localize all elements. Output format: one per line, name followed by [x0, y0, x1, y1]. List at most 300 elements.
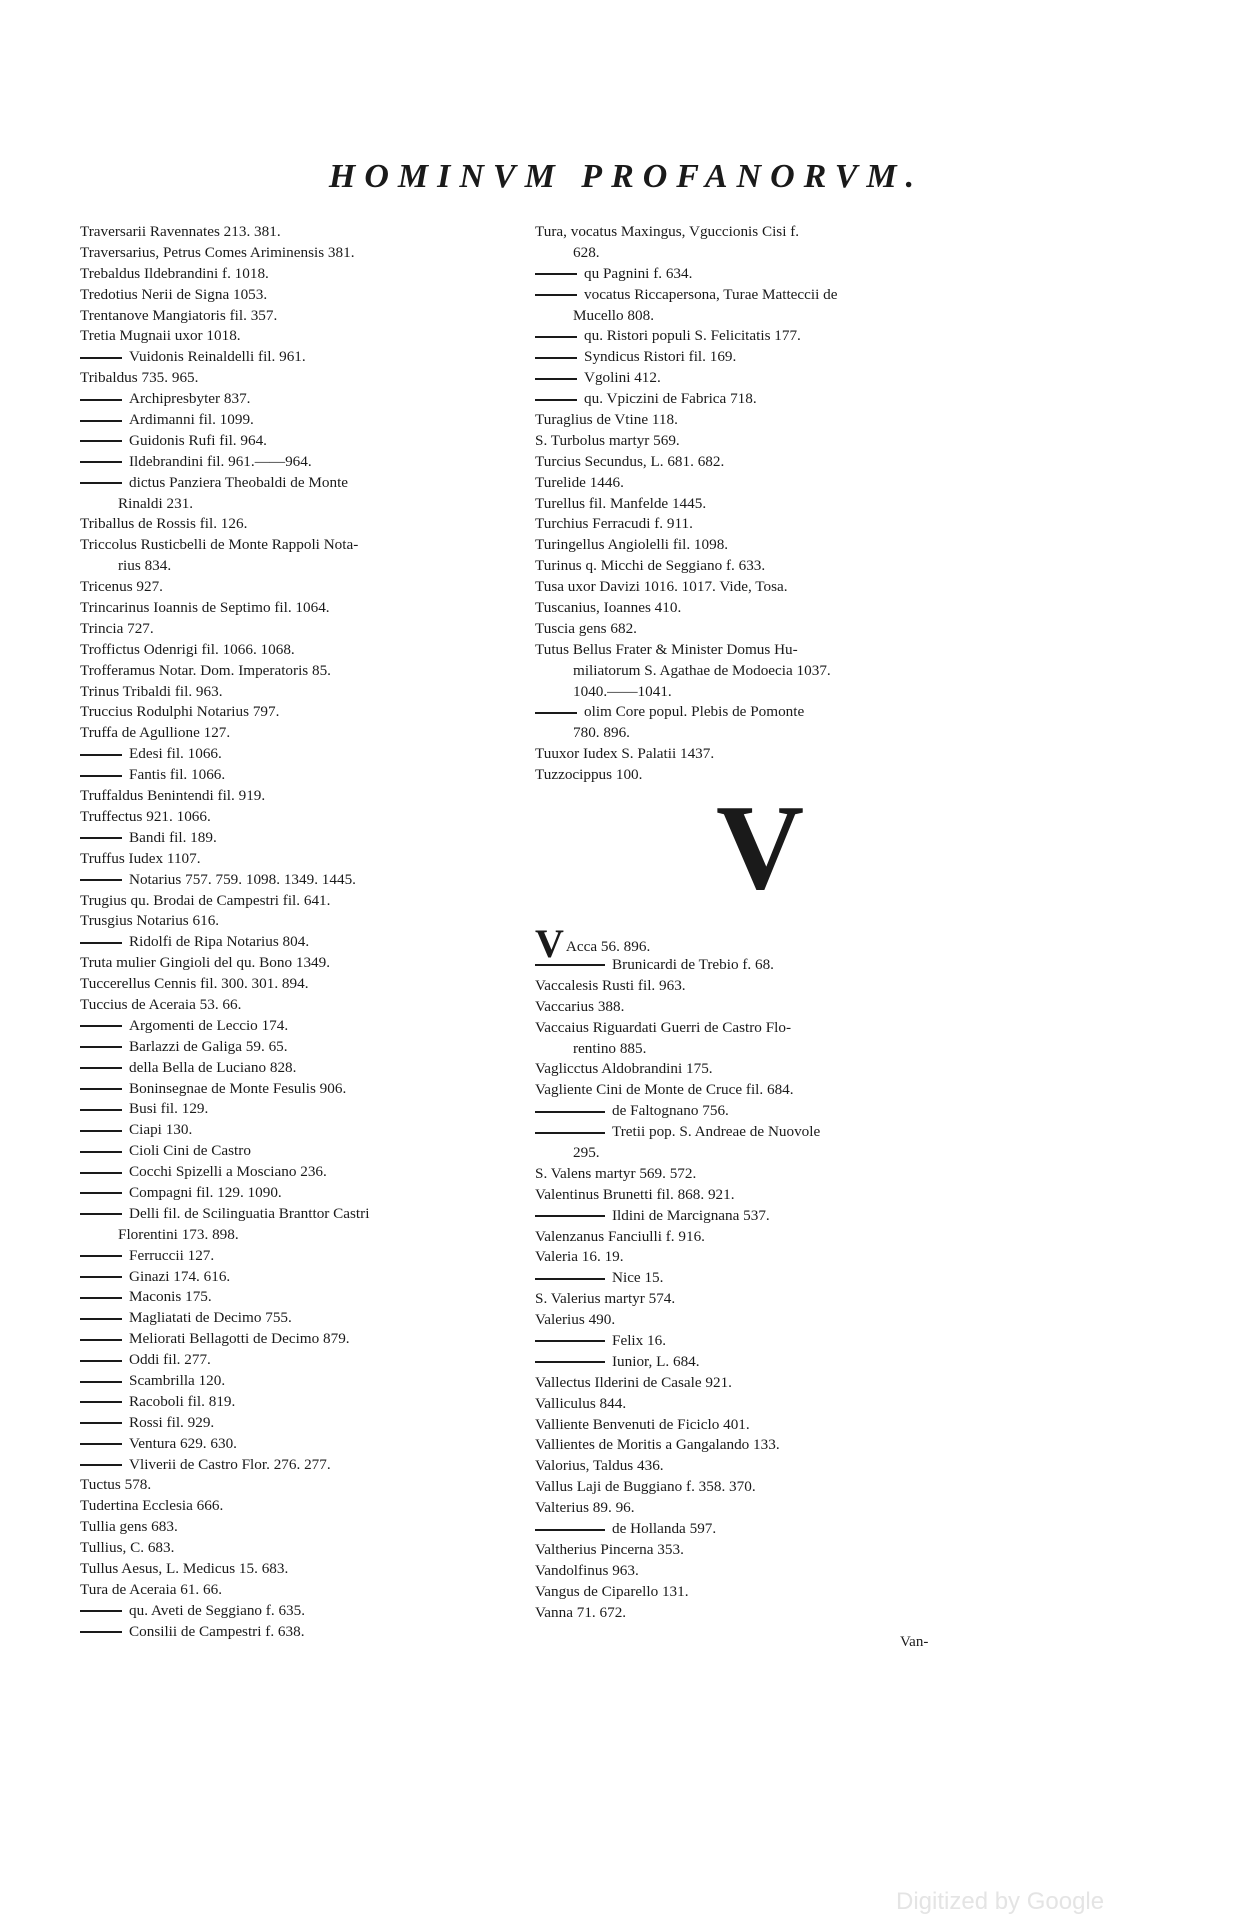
entry-text: Trentanove Mangiatoris fil. 357. [80, 306, 278, 324]
entry-text: Guidonis Rufi fil. 964. [129, 431, 267, 449]
entry-text: S. Valerius martyr 574. [535, 1290, 676, 1308]
ditto-dash [80, 357, 122, 359]
index-entry [80, 702, 535, 723]
entry-text: dictus Panziera Theobaldi de Monte [129, 473, 349, 491]
index-entry [80, 368, 535, 389]
index-entry [80, 1267, 535, 1288]
index-entry [535, 1331, 985, 1352]
ditto-dash [80, 1297, 122, 1299]
index-entry [80, 640, 535, 661]
index-entry [80, 514, 535, 535]
entry-text: Truffectus 921. 1066. [80, 807, 211, 825]
index-entry [80, 285, 535, 306]
index-entry [80, 1329, 535, 1350]
index-entry [80, 1287, 535, 1308]
ditto-dash [80, 1276, 122, 1278]
index-entry [535, 1143, 985, 1164]
index-entry [535, 1582, 985, 1603]
entry-text: S. Turbolus martyr 569. [535, 431, 680, 449]
entry-text: Rinaldi 231. [118, 494, 194, 512]
index-entry [80, 932, 535, 953]
ditto-dash [80, 879, 122, 881]
index-entry [535, 1039, 985, 1060]
index-entry [80, 1580, 535, 1601]
entry-text: Traversarii Ravennates 213. 381. [80, 223, 281, 240]
entry-text: Valliculus 844. [535, 1394, 627, 1412]
entry-text: Iunior, L. 684. [612, 1352, 700, 1370]
entry-text: Tuscia gens 682. [535, 619, 637, 637]
catchword: Van- [900, 1634, 929, 1650]
entry-text: Tribaldus 735. 965. [80, 369, 199, 387]
entry-text: Rossi fil. 929. [129, 1413, 215, 1431]
entry-text: Valentinus Brunetti fil. 868. 921. [535, 1185, 735, 1203]
entry-text: Busi fil. 129. [129, 1100, 209, 1118]
entry-text: Meliorati Bellagotti de Decimo 879. [129, 1330, 350, 1348]
index-entry [80, 1622, 535, 1643]
index-entry [80, 786, 535, 807]
index-entry [535, 368, 985, 389]
entry-text: Truffus Iudex 1107. [80, 849, 201, 867]
entry-text: Vaccaius Riguardati Guerri de Castro Flo- [535, 1018, 792, 1036]
entry-text: de Faltognano 756. [612, 1102, 729, 1120]
entry-text: Ildini de Marcignana 537. [612, 1206, 770, 1224]
entry-text: Mucello 808. [573, 306, 654, 324]
entry-text: Triballus de Rossis fil. 126. [80, 515, 248, 533]
ditto-dash [80, 482, 122, 484]
index-entry [80, 1475, 535, 1496]
index-entry [80, 953, 535, 974]
index-entry [535, 976, 985, 997]
entry-text: Valliente Benvenuti de Ficiclo 401. [535, 1415, 750, 1433]
index-entry [535, 389, 985, 410]
index-entry [80, 243, 535, 264]
index-entry [80, 1601, 535, 1622]
ditto-dash [535, 273, 577, 275]
entry-text: Turchius Ferracudi f. 911. [535, 515, 693, 533]
entry-text: Tura, vocatus Maxingus, Vguccionis Cisi f. [535, 223, 800, 240]
entry-text: Tullus Aesus, L. Medicus 15. 683. [80, 1560, 289, 1577]
index-entry [535, 682, 985, 703]
index-entry [535, 1603, 985, 1624]
entry-text: Truffa de Agullione 127. [80, 724, 231, 742]
index-entry [80, 306, 535, 327]
index-entry [80, 1058, 535, 1079]
ditto-dash [80, 1130, 122, 1132]
ditto-dash [80, 399, 122, 401]
entry-text: de Hollanda 597. [612, 1519, 717, 1537]
entry-text: Barlazzi de Galiga 59. 65. [129, 1037, 288, 1055]
index-entry [80, 828, 535, 849]
entry-text: rius 834. [118, 557, 172, 575]
index-entry [80, 1392, 535, 1413]
ditto-dash [80, 1046, 122, 1048]
left-column [80, 222, 535, 1643]
index-entry [535, 556, 985, 577]
index-entry [80, 556, 535, 577]
index-entry [535, 723, 985, 744]
entry-text: Vuidonis Reinaldelli fil. 961. [129, 348, 306, 366]
entry-text: Archipresbyter 837. [129, 390, 251, 408]
index-entry [535, 473, 985, 494]
entry-text: Tuccius de Aceraia 53. 66. [80, 995, 242, 1013]
ditto-dash [80, 775, 122, 777]
entry-text: Consilii de Campestri f. 638. [129, 1622, 305, 1640]
section-letter-v: V [715, 780, 805, 916]
entry-text: S. Valens martyr 569. 572. [535, 1164, 697, 1182]
entry-text: Tullia gens 683. [80, 1518, 178, 1536]
entry-text: qu Pagnini f. 634. [584, 264, 693, 282]
entry-text: Tredotius Nerii de Signa 1053. [80, 285, 268, 303]
entry-text: Trugius qu. Brodai de Campestri fil. 641. [80, 891, 331, 909]
entry-text: vocatus Riccapersona, Turae Matteccii de [584, 285, 838, 303]
index-entry [80, 891, 535, 912]
entry-text: Valorius, Taldus 436. [535, 1457, 664, 1475]
index-entry [80, 473, 535, 494]
index-entry [535, 1435, 985, 1456]
index-entry [80, 389, 535, 410]
ditto-dash [535, 1361, 605, 1363]
index-entry [535, 1373, 985, 1394]
index-entry [80, 1559, 535, 1580]
ditto-dash [80, 1610, 122, 1612]
ditto-dash [80, 1088, 122, 1090]
index-entry [80, 849, 535, 870]
index-entry [80, 1517, 535, 1538]
entry-text: Truta mulier Gingioli del qu. Bono 1349. [80, 954, 331, 972]
ditto-dash [535, 1215, 605, 1217]
entry-text: Turcius Secundus, L. 681. 682. [535, 452, 725, 470]
entry-text: rentino 885. [573, 1039, 647, 1057]
entry-text: Vagliente Cini de Monte de Cruce fil. 684. [535, 1081, 794, 1099]
entry-text: Ciapi 130. [129, 1121, 193, 1139]
ditto-dash [80, 1360, 122, 1362]
entry-text: Tuuxor Iudex S. Palatii 1437. [535, 745, 715, 763]
ditto-dash [535, 1132, 605, 1134]
entry-text: Tretii pop. S. Andreae de Nuovole [612, 1123, 821, 1141]
entry-text: Ventura 629. 630. [129, 1434, 237, 1452]
index-entry [535, 619, 985, 640]
entry-text: 1040.——1041. [573, 682, 672, 700]
index-entry [80, 870, 535, 891]
entry-text: Trebaldus Ildebrandini f. 1018. [80, 264, 269, 282]
index-entry [535, 1080, 985, 1101]
ditto-dash [80, 1025, 122, 1027]
ditto-dash [535, 1278, 605, 1280]
index-entry [80, 1350, 535, 1371]
entry-text: qu. Vpiczini de Fabrica 718. [584, 390, 757, 408]
index-entry [535, 1101, 985, 1122]
ditto-dash [80, 1422, 122, 1424]
index-entry [535, 1352, 985, 1373]
entry-text: Truccius Rodulphi Notarius 797. [80, 703, 280, 721]
index-entry [80, 765, 535, 786]
entry-text: Valterius 89. 96. [535, 1499, 635, 1517]
entry-text: Cocchi Spizelli a Mosciano 236. [129, 1163, 327, 1181]
entry-text: Triccolus Rusticbelli de Monte Rappoli Nota- [80, 536, 359, 554]
entry-text: Trincia 727. [80, 619, 154, 637]
entry-text: 628. [573, 243, 600, 261]
entry-text: Trinus Tribaldi fil. 963. [80, 682, 223, 700]
entry-text: Ildebrandini fil. 961.——964. [129, 452, 312, 470]
index-entry [535, 1456, 985, 1477]
index-entry [535, 347, 985, 368]
index-entry [535, 955, 985, 976]
index-entry [535, 997, 985, 1018]
ditto-dash [80, 942, 122, 944]
index-entry [535, 1310, 985, 1331]
ditto-dash [80, 1318, 122, 1320]
entry-text: Valeria 16. 19. [535, 1248, 624, 1266]
entry-text: Vallectus Ilderini de Casale 921. [535, 1373, 732, 1391]
ditto-dash [535, 964, 605, 966]
entry-text: Turaglius de Vtine 118. [535, 411, 678, 429]
index-entry [80, 807, 535, 828]
index-entry [80, 974, 535, 995]
index-entry [80, 1037, 535, 1058]
entry-text: Boninsegnae de Monte Fesulis 906. [129, 1079, 347, 1097]
entry-text: Vanna 71. 672. [535, 1603, 627, 1621]
entry-text: Tura de Aceraia 61. 66. [80, 1580, 222, 1598]
index-entry [80, 577, 535, 598]
entry-text: Cioli Cini de Castro [129, 1142, 251, 1160]
entry-text: Traversarius, Petrus Comes Ariminensis 381. [80, 243, 355, 261]
ditto-dash [80, 1443, 122, 1445]
entry-text: Truffaldus Benintendi fil. 919. [80, 787, 266, 805]
entry-text: Ardimanni fil. 1099. [129, 411, 254, 429]
index-entry [535, 1561, 985, 1582]
entry-text: Oddi fil. 277. [129, 1351, 211, 1369]
ditto-dash [80, 1172, 122, 1174]
index-entry [80, 1141, 535, 1162]
entry-text: Argomenti de Leccio 174. [129, 1016, 289, 1034]
index-entry [535, 222, 985, 243]
index-entry [535, 326, 985, 347]
index-entry [80, 995, 535, 1016]
index-entry [535, 1247, 985, 1268]
index-entry [535, 1122, 985, 1143]
index-entry [80, 1496, 535, 1517]
index-entry [80, 452, 535, 473]
ditto-dash [80, 1464, 122, 1466]
entry-text: Valenzanus Fanciulli f. 916. [535, 1227, 705, 1245]
index-entry [535, 1268, 985, 1289]
entry-text: Vangus de Ciparello 131. [535, 1582, 689, 1600]
index-entry [535, 285, 985, 306]
index-entry [535, 1394, 985, 1415]
entry-text: Tuctus 578. [80, 1476, 152, 1494]
ditto-dash [80, 1381, 122, 1383]
ditto-dash [80, 754, 122, 756]
ditto-dash [80, 1067, 122, 1069]
entry-text: Turelide 1446. [535, 473, 624, 491]
index-entry [535, 431, 985, 452]
index-entry [80, 410, 535, 431]
entry-text: Tusa uxor Davizi 1016. 1017. Vide, Tosa. [535, 578, 788, 596]
index-entry [80, 431, 535, 452]
index-entry [535, 1477, 985, 1498]
entry-text: Trofferamus Notar. Dom. Imperatoris 85. [80, 661, 331, 679]
entry-text: miliatorum S. Agathae de Modoecia 1037. [573, 661, 831, 679]
entry-text: 295. [573, 1143, 600, 1161]
ditto-dash [80, 1631, 122, 1633]
index-entry [80, 723, 535, 744]
entry-text: Troffictus Odenrigi fil. 1066. 1068. [80, 640, 295, 658]
index-entry [535, 640, 985, 661]
index-entry [80, 661, 535, 682]
entry-text: Vallus Laji de Buggiano f. 358. 370. [535, 1478, 756, 1496]
index-entry [80, 1371, 535, 1392]
ditto-dash [80, 1339, 122, 1341]
index-entry [535, 577, 985, 598]
entry-text: Trusgius Notarius 616. [80, 912, 220, 930]
ditto-dash [80, 1151, 122, 1153]
entry-text: Tricenus 927. [80, 578, 163, 596]
entry-text: Tuzzocippus 100. [535, 766, 643, 784]
index-entry [80, 1162, 535, 1183]
entry-text: Compagni fil. 129. 1090. [129, 1183, 282, 1201]
index-entry [535, 1540, 985, 1561]
index-entry [80, 911, 535, 932]
index-entry [535, 1415, 985, 1436]
ditto-dash [80, 1109, 122, 1111]
index-entry [535, 744, 985, 765]
ditto-dash [535, 399, 577, 401]
entry-text: Tutus Bellus Frater & Minister Domus Hu- [535, 640, 798, 658]
index-entry [535, 410, 985, 431]
ditto-dash [535, 1529, 605, 1531]
ditto-dash [535, 378, 577, 380]
index-entry [535, 264, 985, 285]
entry-text: Tuscanius, Ioannes 410. [535, 599, 682, 617]
index-entry [80, 1413, 535, 1434]
index-entry [535, 1519, 985, 1540]
index-entry [80, 598, 535, 619]
entry-text: Felix 16. [612, 1331, 667, 1349]
index-entry [535, 514, 985, 535]
entry-text: olim Core popul. Plebis de Pomonte [584, 703, 805, 721]
entry-text: Turellus fil. Manfelde 1445. [535, 494, 707, 512]
entry-text: qu. Aveti de Seggiano f. 635. [129, 1601, 306, 1619]
entry-text: Valtherius Pincerna 353. [535, 1540, 684, 1558]
entry-text: 780. 896. [573, 724, 630, 742]
entry-text: Notarius 757. 759. 1098. 1349. 1445. [129, 870, 356, 888]
entry-text: Edesi fil. 1066. [129, 745, 222, 763]
index-entry [80, 1120, 535, 1141]
index-entry [80, 326, 535, 347]
entry-text: Valerius 490. [535, 1311, 616, 1329]
entry-text: Ginazi 174. 616. [129, 1267, 231, 1285]
index-entry [535, 702, 985, 723]
entry-text: Vaccarius 388. [535, 997, 625, 1015]
index-entry [535, 598, 985, 619]
index-entry [80, 1183, 535, 1204]
index-entry [80, 494, 535, 515]
index-entry [80, 1079, 535, 1100]
entry-text: Turinus q. Micchi de Seggiano f. 633. [535, 557, 766, 575]
digitized-watermark: Digitized by Google [896, 1888, 1105, 1915]
index-entry [535, 1164, 985, 1185]
ditto-dash [535, 294, 577, 296]
index-entry [80, 1455, 535, 1476]
ditto-dash [535, 712, 577, 714]
entry-text: Delli fil. de Scilinguatia Branttor Castri [129, 1204, 370, 1222]
index-entry [80, 1246, 535, 1267]
index-entry [535, 1018, 985, 1039]
entry-text: Syndicus Ristori fil. 169. [584, 348, 737, 366]
ditto-dash [80, 1213, 122, 1215]
index-entry [535, 535, 985, 556]
ditto-dash [80, 1401, 122, 1403]
index-entry [535, 306, 985, 327]
ditto-dash [535, 357, 577, 359]
index-entry [535, 452, 985, 473]
ditto-dash [80, 1192, 122, 1194]
entry-text: qu. Ristori populi S. Felicitatis 177. [584, 327, 801, 345]
entry-text: Florentini 173. 898. [118, 1225, 239, 1243]
entry-text: Fantis fil. 1066. [129, 766, 226, 784]
entry-text: Racoboli fil. 819. [129, 1392, 236, 1410]
entry-text: Vallientes de Moritis a Gangalando 133. [535, 1436, 780, 1454]
right-column-bottom-entries [535, 955, 985, 1624]
ditto-dash [80, 837, 122, 839]
ditto-dash [535, 1340, 605, 1342]
entry-text: Maconis 175. [129, 1288, 212, 1306]
index-entry [80, 1434, 535, 1455]
index-entry [80, 1099, 535, 1120]
index-entry [535, 1059, 985, 1080]
index-entry [80, 347, 535, 368]
entry-text: Turingellus Angiolelli fil. 1098. [535, 536, 729, 554]
entry-text: Brunicardi de Trebio f. 68. [612, 955, 774, 973]
entry-text: Trincarinus Ioannis de Septimo fil. 1064. [80, 599, 330, 617]
ditto-dash [80, 1255, 122, 1257]
index-entry [535, 1185, 985, 1206]
ditto-dash [80, 420, 122, 422]
entry-text: Magliatati de Decimo 755. [129, 1309, 292, 1327]
ditto-dash [535, 336, 577, 338]
index-entry [80, 1204, 535, 1225]
index-entry [80, 744, 535, 765]
entry-text: Vgolini 412. [584, 369, 661, 387]
page-title: HOMINVM PROFANORVM. [328, 158, 924, 195]
index-entry [80, 1016, 535, 1037]
index-entry [535, 494, 985, 515]
index-entry [535, 1498, 985, 1519]
entry-text: Tudertina Ecclesia 666. [80, 1497, 224, 1515]
index-entry [535, 243, 985, 264]
index-entry [80, 222, 535, 243]
ditto-dash [80, 461, 122, 463]
entry-text: Vaglicctus Aldobrandini 175. [535, 1060, 713, 1078]
dropcap-v: V [535, 921, 564, 967]
entry-text: Nice 15. [612, 1269, 664, 1287]
ditto-dash [535, 1111, 605, 1113]
entry-text: Bandi fil. 189. [129, 828, 217, 846]
entry-text: Tretia Mugnaii uxor 1018. [80, 327, 241, 345]
entry-text: Vliverii de Castro Flor. 276. 277. [129, 1455, 331, 1473]
index-entry [80, 1538, 535, 1559]
entry-text: Vaccalesis Rusti fil. 963. [535, 976, 686, 994]
entry-text: Tuccerellus Cennis fil. 300. 301. 894. [80, 975, 309, 993]
index-entry [535, 1289, 985, 1310]
index-entry [80, 264, 535, 285]
index-entry [535, 1206, 985, 1227]
ditto-dash [80, 440, 122, 442]
entry-text: della Bella de Luciano 828. [129, 1058, 297, 1076]
index-entry [535, 661, 985, 682]
entry-text: Tullius, C. 683. [80, 1539, 175, 1557]
entry-text: Ridolfi de Ripa Notarius 804. [129, 933, 310, 951]
